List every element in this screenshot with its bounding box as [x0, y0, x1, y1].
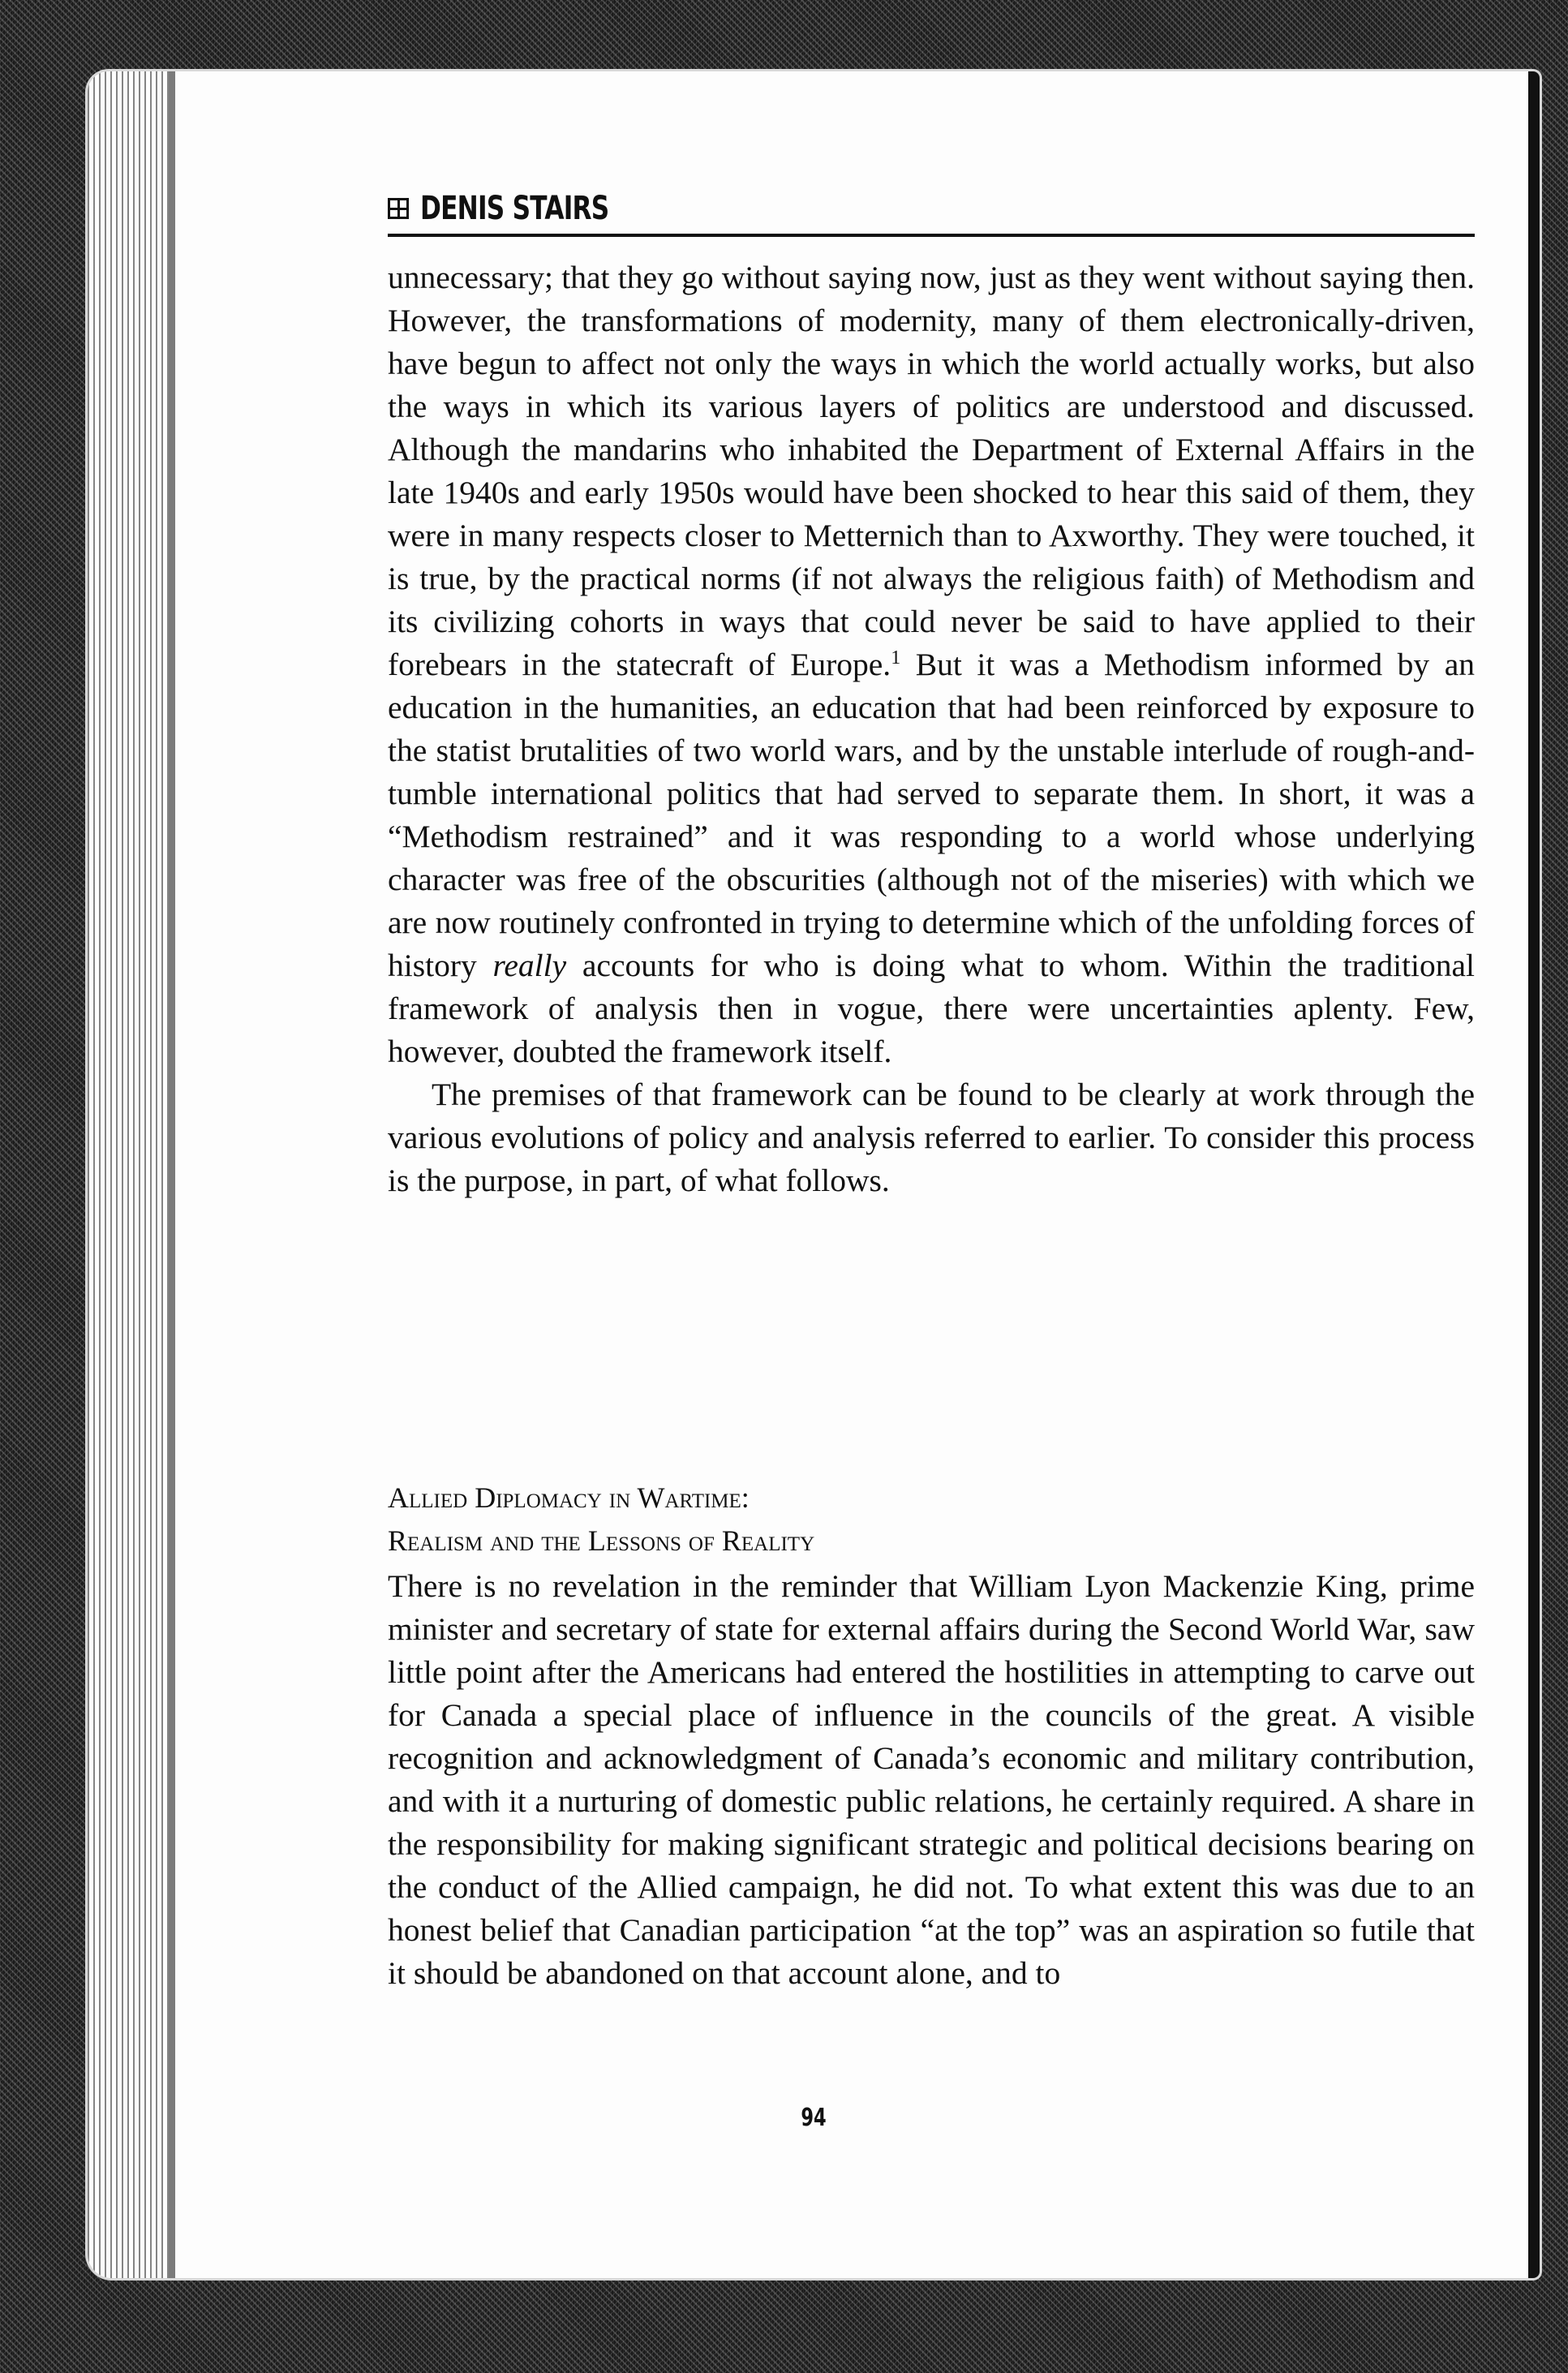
emphasis-really: really — [492, 948, 567, 983]
paragraph-1-part-b: But it was a Methodism informed by an education in the humanities, an education that had been reinforced by exposure to the statist brutalities of two world wars, and by the unstable interlude of rough-and-tumble international politics that had served to separate them. In short, it was a “Methodism restrained” and it was responding to a world whose underlying character was free of the obscurities (although not of the miseries) with which we are now routinely confronted in trying to determine which of the unfolding forces of history — [388, 647, 1476, 983]
section-heading-line-2: Realism and the Lessons of Reality — [388, 1524, 815, 1557]
section-ornament-icon — [388, 198, 409, 219]
paragraph-1-part-a: unnecessary; that they go without saying now, just as they went without saying then. However, the transformations of modernity, many of them electronically-driven, have begun to affect not only the ways in which the world actually works, but also the ways in which its various layers of politics are understood and discussed. Although the mandarins who inhabited the Department of External Affairs in the late 1940s and early 1950s would have been shocked to hear this said of them, they were in many respects closer to Metternich than to Axworthy. They were touched, it is true, by the practical norms (if not always the religious faith) of Methodism and its civilizing cohorts in ways that could never be said to have applied to their forebears in the statecraft of Europe. — [388, 260, 1475, 682]
section-heading-line-1: Allied Diplomacy in Wartime: — [388, 1481, 750, 1514]
body-text — [388, 256, 1475, 1202]
paragraph-1-part-c: accounts for who is doing what to whom. Within the traditional framework of analysis then in vogue, there were uncertainties aplenty. Few, however, doubted the framework itself. — [388, 948, 1475, 1069]
page-edges — [88, 71, 169, 2278]
book-page — [88, 71, 1540, 2278]
section-paragraph: There is no revelation in the reminder that William Lyon Mackenzie King, prime minister and secretary of state for external affairs during the Second World War, saw little point after the Americans had entered the hostilities in attempting to carve out for Canada a special place of influence in the councils of the great. A visible recognition and acknowledgment of Canada’s economic and military contribution, and with it a nurturing of domestic public relations, he certainly required. A share in the responsibility for making significant strategic and political decisions bearing on the conduct of the Allied campaign, he did not. To what extent this was due to an honest belief that Canadian participation “at the top” was an aspiration so futile that it should be abandoned on that account alone, and to — [388, 1568, 1475, 1991]
section-body — [388, 1565, 1475, 1995]
paragraph-1 — [388, 256, 1475, 1073]
page-number: 94 — [801, 2104, 827, 2132]
page-right-edge — [1528, 71, 1540, 2278]
running-head-title: DENIS STAIRS — [420, 190, 609, 227]
footnote-marker[interactable]: 1 — [891, 647, 901, 668]
section-heading — [388, 1477, 1475, 1563]
running-header — [388, 190, 1475, 237]
paragraph-2: The premises of that framework can be found to be clearly at work through the various evolutions of policy and analysis referred to earlier. To consider this process is the purpose, in part, of what follows. — [388, 1077, 1475, 1198]
